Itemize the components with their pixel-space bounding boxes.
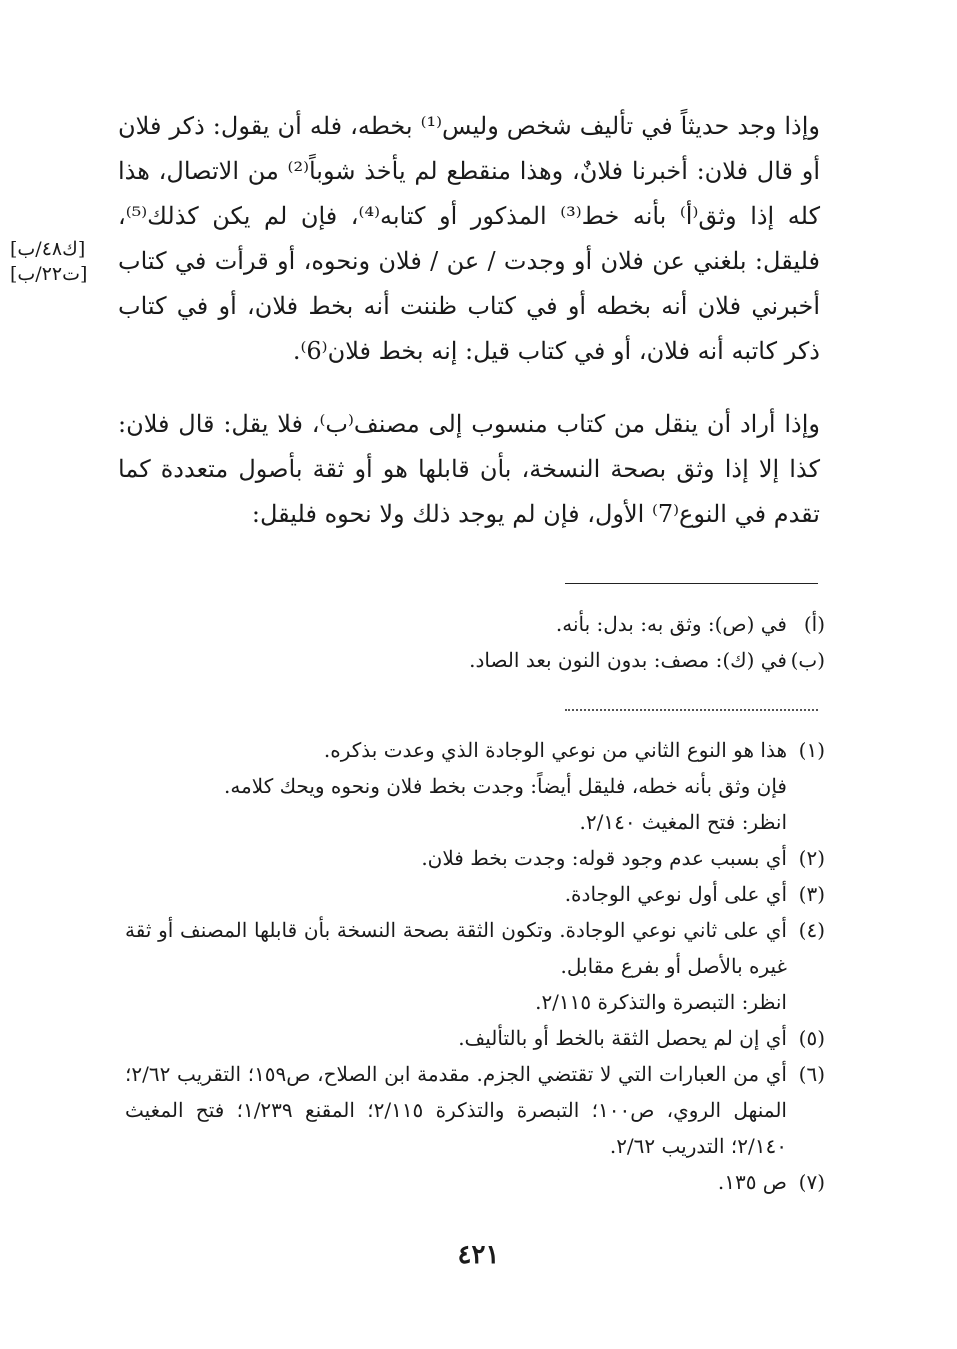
footnote-number: (٢) (798, 846, 825, 870)
note-line: انظر: فتح المغيث ٢/١٤٠. (579, 810, 787, 834)
footnote (125, 876, 825, 912)
variant-note (125, 606, 825, 642)
footnote-text (125, 840, 787, 876)
footnote-number: (١) (798, 738, 825, 762)
footnote-number: (٥) (798, 1026, 825, 1050)
footnote-number: (٧) (798, 1170, 825, 1194)
note-line: أي بسبب عدم وجود قوله: وجدت بخط فلان. (421, 846, 787, 870)
footnote-text (125, 732, 787, 840)
footnote-separator-rule (565, 583, 818, 584)
footnote (125, 732, 825, 840)
footnote (125, 840, 825, 876)
body-paragraph-2: وإذا أراد أن ينقل من كتاب منسوب إلى مصنف⁽ب⁾، فلا يقل: قال فلان: كذا إلا إذا وثق بصحة النسخة، بأن قابلها هو أو ثقة بأصول متعددة كما تقدم في النوع⁽7⁾ الأول، فإن لم يوجد ذلك ولا نحوه فليقل: (118, 410, 820, 528)
dotted-separator (565, 709, 818, 711)
note-line: في (ص): وثق به: بدل: بأنه. (555, 612, 787, 636)
variant-note (125, 642, 825, 678)
variant-notes (125, 606, 825, 678)
footnote (125, 1020, 825, 1056)
note-line: ص ١٣٥. (717, 1170, 787, 1194)
variant-note-text (125, 606, 787, 642)
note-line: في (ك): مصف: بدون النون بعد الصاد. (469, 648, 787, 672)
margin-folio-notes (10, 237, 110, 287)
variant-note-number: (أ) (803, 612, 825, 636)
page-number: ٤٢١ (457, 1240, 500, 1270)
footnote-number: (٤) (798, 918, 825, 942)
footnote (125, 912, 825, 1020)
footnote-number: (٣) (798, 882, 825, 906)
footnote-number: (٦) (798, 1062, 825, 1086)
footnote-text (125, 1164, 787, 1200)
margin-note-k: [ك٤٨/ب] (10, 238, 86, 260)
note-line: أي على أول نوعي الوجادة. (564, 882, 787, 906)
footnote-text (125, 876, 787, 912)
body-paragraph-1: وإذا وجد حديثاً في تأليف شخص وليس⁽¹⁾ بخطه، فله أن يقول: ذكر فلان أو قال فلان: أخبرنا فلانٌ، وهذا منقطع لم يأخذ شوباً⁽²⁾ من الاتصال، هذا كله إذا وثق⁽أ⁾ بأنه خط⁽³⁾ المذكور أو كتابه⁽⁴⁾، فإن لم يكن كذلك⁽⁵⁾، فليقل: بلغني عن فلان أو وجدت / عن / فلان ونحوه، أو قرأت في كتاب أخبرني فلان أنه بخطه أو في كتاب ظننت أنه بخط فلان، أو في كتاب ذكر كاتبه أنه فلان، أو في كتاب قيل: إنه بخط فلان⁽6⁾. (118, 112, 821, 365)
note-line: هذا هو النوع الثاني من نوعي الوجادة الذي وعدت بذكره. (323, 738, 787, 762)
margin-note-t: [ت٢٢/ب] (10, 263, 88, 285)
footnote-text (125, 1056, 787, 1164)
footnote (125, 1056, 825, 1164)
note-line: انظر: التبصرة والتذكرة ٢/١١٥. (535, 990, 787, 1014)
footnote-text (125, 1020, 787, 1056)
note-line: فإن وثق بأنه خطه، فليقل أيضاً: وجدت بخط فلان ونحوه ويحك كلامه. (223, 774, 787, 798)
note-line: أي على ثاني نوعي الوجادة. وتكون الثقة بصحة النسخة بأن قابلها المصنف أو ثقة غيره بالأصل أو بفرع مقابل. (125, 918, 787, 978)
note-line: أي إن لم يحصل الثقة بالخط أو بالتأليف. (458, 1026, 787, 1050)
variant-note-number: (ب) (790, 648, 825, 672)
note-line: أي من العبارات التي لا تقتضي الجزم. مقدمة ابن الصلاح، ص١٥٩؛ التقريب ٢/٦٢؛ المنهل الروي، ص١٠٠؛ التبصرة والتذكرة ٢/١١٥؛ المقنع ١/٢٣٩؛ فتح المغيث ٢/١٤٠؛ التدريب ٢/٦٢. (125, 1062, 787, 1158)
footnote (125, 1164, 825, 1200)
footnote-text (125, 912, 787, 1020)
footnotes (125, 732, 825, 1200)
variant-note-text (125, 642, 787, 678)
